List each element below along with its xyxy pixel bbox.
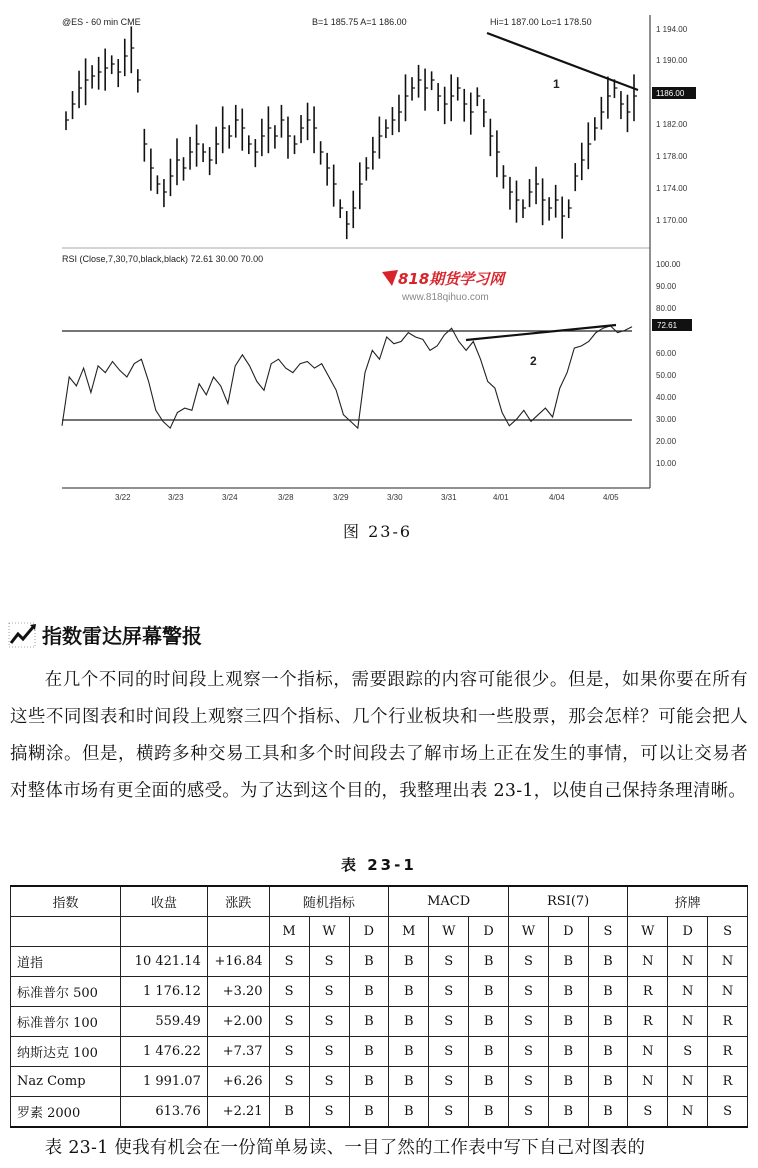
row-signal-cell: B (588, 977, 628, 1007)
body-paragraph-2: 表 23-1 使我有机会在一份简单易读、一目了然的工作表中写下自己对图表的 (44, 1138, 646, 1158)
hi-lo-label: Hi=1 187.00 Lo=1 178.50 (490, 17, 592, 27)
row-signal-cell: N (628, 947, 668, 977)
table-row (11, 977, 748, 1007)
row-signal-cell: S (628, 1097, 668, 1128)
row-signal-cell: S (309, 947, 349, 977)
row-signal-cell: N (668, 947, 708, 977)
row-signal-cell: B (469, 1007, 509, 1037)
row-signal-cell: R (708, 1007, 748, 1037)
header-change: 涨跌 (207, 886, 269, 917)
header-rsi: RSI(7) (508, 886, 627, 917)
subheader-empty (120, 917, 207, 947)
row-signal-cell: R (708, 1037, 748, 1067)
row-signal-cell: B (349, 977, 389, 1007)
subheader-empty (207, 917, 269, 947)
row-signal-cell: N (708, 947, 748, 977)
row-change-value: +3.20 (207, 977, 269, 1007)
rsi-tick: 50.00 (656, 371, 677, 380)
row-signal-cell: B (588, 1037, 628, 1067)
row-signal-cell: S (269, 947, 309, 977)
watermark-logo-icon (382, 270, 398, 286)
date-tick: 4/05 (603, 493, 619, 502)
row-signal-cell: B (588, 1097, 628, 1128)
row-signal-cell: S (429, 1007, 469, 1037)
row-signal-cell: B (588, 1067, 628, 1097)
row-signal-cell: B (269, 1097, 309, 1128)
row-signal-cell: S (269, 1007, 309, 1037)
row-close-value: 559.49 (120, 1007, 207, 1037)
subheader-cell: M (389, 917, 429, 947)
row-signal-cell: B (389, 1007, 429, 1037)
row-signal-cell: S (269, 977, 309, 1007)
indicator-table (10, 885, 748, 1128)
price-tick: 1 182.00 (656, 120, 688, 129)
row-signal-cell: S (508, 1007, 548, 1037)
rsi-tick: 40.00 (656, 393, 677, 402)
header-close: 收盘 (120, 886, 207, 917)
row-signal-cell: B (548, 1037, 588, 1067)
row-signal-cell: S (309, 1097, 349, 1128)
table-row (11, 1097, 748, 1128)
rsi-current-label: 72.61 (657, 321, 678, 330)
trendline-2 (466, 325, 616, 340)
row-signal-cell: R (708, 1067, 748, 1097)
date-tick: 3/22 (115, 493, 131, 502)
row-index-name: 标准普尔 500 (11, 977, 121, 1007)
row-change-value: +16.84 (207, 947, 269, 977)
figure-caption: 图 23-6 (343, 522, 413, 541)
table-row (11, 1007, 748, 1037)
price-tick: 1 174.00 (656, 184, 688, 193)
row-signal-cell: B (349, 947, 389, 977)
row-close-value: 1 176.12 (120, 977, 207, 1007)
bid-ask-label: B=1 185.75 A=1 186.00 (312, 17, 407, 27)
row-signal-cell: B (389, 947, 429, 977)
watermark (382, 270, 507, 303)
row-close-value: 10 421.14 (120, 947, 207, 977)
trendline-2-label: 2 (530, 354, 537, 368)
row-signal-cell: B (349, 1097, 389, 1128)
row-index-name: 纳斯达克 100 (11, 1037, 121, 1067)
table-header-row (11, 886, 748, 917)
price-rsi-chart (0, 0, 758, 515)
date-tick: 3/31 (441, 493, 457, 502)
row-signal-cell: B (389, 977, 429, 1007)
header-squeeze: 挤牌 (628, 886, 748, 917)
row-signal-cell: B (349, 1067, 389, 1097)
row-change-value: +7.37 (207, 1037, 269, 1067)
price-tick: 1 178.00 (656, 152, 688, 161)
table-row (11, 1067, 748, 1097)
header-index: 指数 (11, 886, 121, 917)
row-index-name: 道指 (11, 947, 121, 977)
row-signal-cell: R (628, 1007, 668, 1037)
header-macd: MACD (389, 886, 509, 917)
row-signal-cell: B (548, 1007, 588, 1037)
row-signal-cell: S (269, 1067, 309, 1097)
row-signal-cell: S (508, 977, 548, 1007)
row-signal-cell: B (349, 1007, 389, 1037)
subheader-cell: D (668, 917, 708, 947)
section-heading: 指数雷达屏幕警报 (42, 624, 202, 648)
rsi-axis (652, 260, 692, 468)
date-tick: 3/23 (168, 493, 184, 502)
rsi-label: RSI (Close,7,30,70,black,black) 72.61 30.00 70.00 (62, 254, 264, 264)
row-signal-cell: S (508, 1037, 548, 1067)
row-signal-cell: B (389, 1067, 429, 1097)
row-close-value: 1 476.22 (120, 1037, 207, 1067)
subheader-cell: D (469, 917, 509, 947)
date-tick: 3/30 (387, 493, 403, 502)
row-signal-cell: S (429, 1097, 469, 1128)
row-signal-cell: B (469, 1067, 509, 1097)
body-paragraph-1: 在几个不同的时间段上观察一个指标，需要跟踪的内容可能很少。但是，如果你要在所有这些不同图表和时间段上观察三四个指标、几个行业板块和一些股票，那会怎样？可能会把人搞糊涂。但是，横跨多种交易工具和多个时间段去了解市场上正在发生的事情，可以让交易者对整体市场有更全面的感受。为了达到这个目的，我整理出表 23-1，以使自己保持条理清晰。 (10, 670, 748, 801)
price-current-label: 1186.00 (656, 89, 685, 98)
row-signal-cell: B (389, 1097, 429, 1128)
row-signal-cell: S (508, 1097, 548, 1128)
row-signal-cell: S (429, 1067, 469, 1097)
row-signal-cell: B (469, 1037, 509, 1067)
row-signal-cell: N (668, 1067, 708, 1097)
table-caption: 表 23-1 (341, 856, 417, 874)
row-signal-cell: N (668, 1007, 708, 1037)
row-signal-cell: N (708, 977, 748, 1007)
date-tick: 4/01 (493, 493, 509, 502)
row-signal-cell: R (628, 977, 668, 1007)
rsi-tick: 30.00 (656, 415, 677, 424)
symbol-label: @ES - 60 min CME (62, 17, 141, 27)
subheader-cell: W (628, 917, 668, 947)
row-signal-cell: N (628, 1067, 668, 1097)
watermark-main: 818期货学习网 (398, 270, 505, 288)
subheader-cell: S (588, 917, 628, 947)
row-signal-cell: N (668, 977, 708, 1007)
row-signal-cell: B (548, 1097, 588, 1128)
row-signal-cell: S (508, 947, 548, 977)
row-signal-cell: B (389, 1037, 429, 1067)
watermark-url: www.818qihuo.com (402, 292, 489, 303)
table-subheader-row (11, 917, 748, 947)
price-tick: 1 190.00 (656, 56, 688, 65)
row-index-name: 罗素 2000 (11, 1097, 121, 1128)
rsi-tick: 90.00 (656, 282, 677, 291)
subheader-cell: W (429, 917, 469, 947)
row-close-value: 613.76 (120, 1097, 207, 1128)
row-signal-cell: S (309, 977, 349, 1007)
row-signal-cell: S (309, 1007, 349, 1037)
rsi-tick: 100.00 (656, 260, 681, 269)
row-signal-cell: N (628, 1037, 668, 1067)
rsi-series-line (62, 326, 632, 428)
date-tick: 3/29 (333, 493, 349, 502)
price-tick: 1 170.00 (656, 216, 688, 225)
trendline-1-label: 1 (553, 77, 560, 91)
row-signal-cell: S (309, 1067, 349, 1097)
row-signal-cell: B (548, 977, 588, 1007)
row-signal-cell: S (429, 947, 469, 977)
subheader-cell: W (309, 917, 349, 947)
subheader-empty (11, 917, 121, 947)
row-close-value: 1 991.07 (120, 1067, 207, 1097)
subheader-cell: D (548, 917, 588, 947)
date-axis (115, 493, 619, 502)
row-index-name: 标准普尔 100 (11, 1007, 121, 1037)
row-signal-cell: B (588, 1007, 628, 1037)
row-signal-cell: N (668, 1097, 708, 1128)
row-signal-cell: B (548, 1067, 588, 1097)
row-index-name: Naz Comp (11, 1067, 121, 1097)
subheader-cell: M (269, 917, 309, 947)
row-signal-cell: B (469, 977, 509, 1007)
table-row (11, 1037, 748, 1067)
subheader-cell: W (508, 917, 548, 947)
header-stochastic: 随机指标 (269, 886, 389, 917)
price-axis (652, 25, 696, 225)
row-signal-cell: S (508, 1067, 548, 1097)
chart-trend-icon (8, 621, 38, 649)
subheader-cell: D (349, 917, 389, 947)
rsi-tick: 80.00 (656, 304, 677, 313)
row-signal-cell: B (349, 1037, 389, 1067)
row-signal-cell: B (469, 947, 509, 977)
price-tick: 1 194.00 (656, 25, 688, 34)
rsi-tick: 20.00 (656, 437, 677, 446)
row-change-value: +6.26 (207, 1067, 269, 1097)
row-change-value: +2.21 (207, 1097, 269, 1128)
row-signal-cell: S (708, 1097, 748, 1128)
row-signal-cell: B (469, 1097, 509, 1128)
row-signal-cell: B (588, 947, 628, 977)
row-signal-cell: S (309, 1037, 349, 1067)
row-signal-cell: S (269, 1037, 309, 1067)
table-row (11, 947, 748, 977)
row-signal-cell: S (668, 1037, 708, 1067)
rsi-tick: 60.00 (656, 349, 677, 358)
rsi-tick: 10.00 (656, 459, 677, 468)
row-signal-cell: S (429, 1037, 469, 1067)
subheader-cell: S (708, 917, 748, 947)
trendline-1 (487, 33, 638, 90)
row-signal-cell: S (429, 977, 469, 1007)
date-tick: 3/28 (278, 493, 294, 502)
date-tick: 3/24 (222, 493, 238, 502)
row-change-value: +2.00 (207, 1007, 269, 1037)
date-tick: 4/04 (549, 493, 565, 502)
row-signal-cell: B (548, 947, 588, 977)
